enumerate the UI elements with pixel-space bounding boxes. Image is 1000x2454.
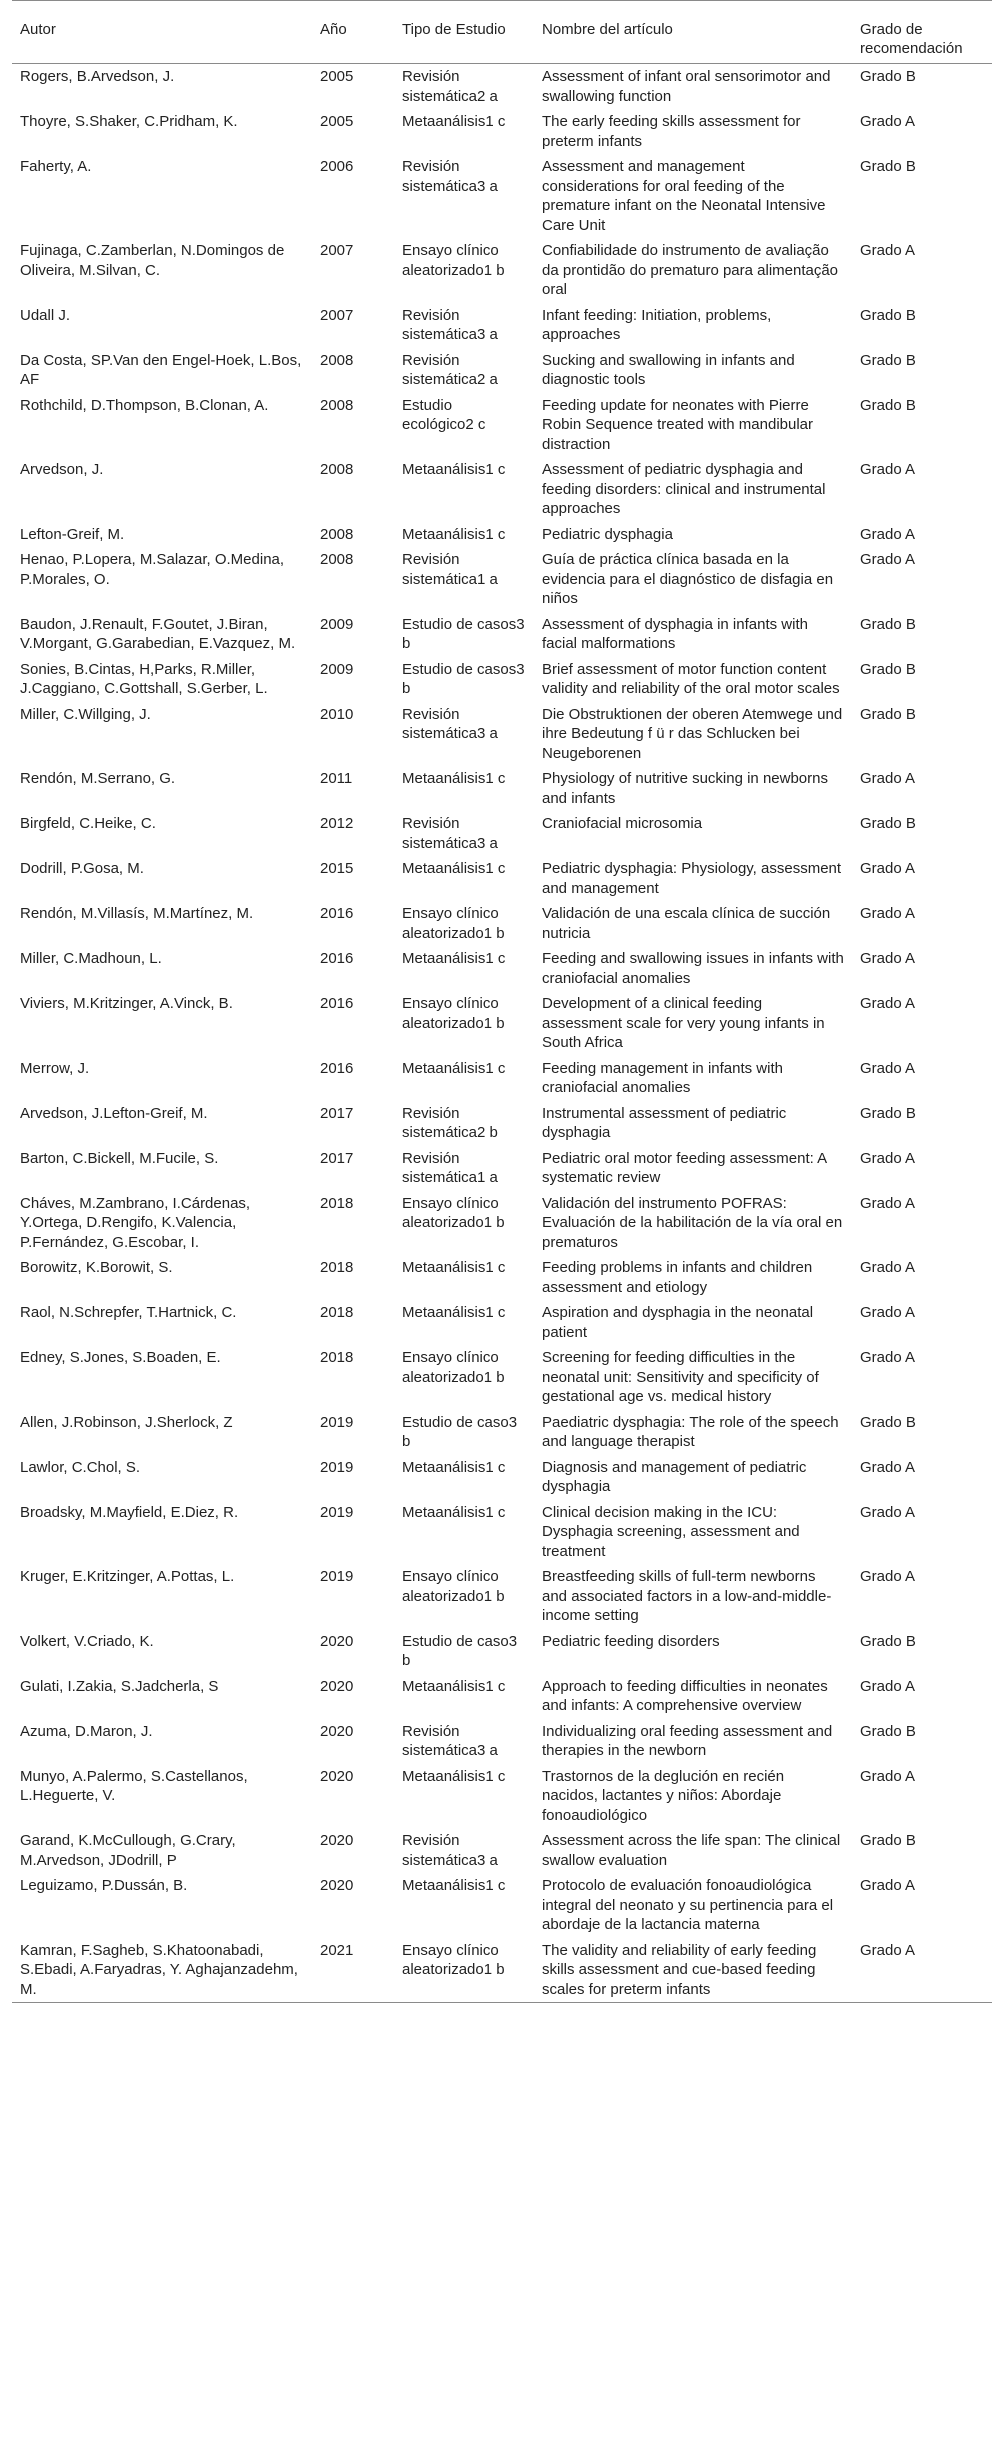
cell-anio: 2020: [320, 1767, 354, 1785]
table-row: [12, 238, 992, 303]
cell-anio: 2008: [320, 396, 354, 414]
cell-tipo-estudio: Ensayo clínico aleatorizado1 b: [402, 995, 505, 1032]
cell-autor: Azuma, D.Maron, J.: [20, 1722, 153, 1740]
table-row: [12, 856, 992, 901]
cell-tipo-estudio: Metaanálisis1 c: [402, 1458, 506, 1476]
cell-tipo-estudio: Revisión sistemática1 a: [402, 1149, 498, 1186]
cell-nombre-articulo: Feeding and swallowing issues in infants with craniofacial anomalies: [542, 950, 844, 987]
cell-nombre-articulo: Guía de práctica clínica basada en la evidencia para el diagnóstico de disfagia en niños: [542, 551, 834, 607]
cell-anio: 2019: [320, 1568, 354, 1585]
cell-autor: Cháves, M.Zambrano, I.Cárdenas, Y.Ortega, D.Rengifo, K.Valencia, P.Fernández, G.Escobar, I.: [20, 1194, 251, 1251]
cell-grado: Grado A: [860, 1767, 916, 1785]
cell-nombre-articulo: Pediatric oral motor feeding assessment: A systematic review: [542, 1149, 827, 1186]
cell-grado: Grado A: [860, 1568, 916, 1585]
cell-anio: 2008: [320, 461, 354, 478]
table-row: [12, 1828, 992, 1873]
cell-nombre-articulo: Sucking and swallowing in infants and diagnostic tools: [542, 351, 795, 388]
cell-nombre-articulo: Instrumental assessment of pediatric dysphagia: [542, 1104, 787, 1141]
cell-tipo-estudio: Revisión sistemática2 b: [402, 1104, 498, 1141]
table-row: [12, 766, 992, 811]
cell-grado: Grado A: [852, 1938, 992, 2003]
cell-autor: Arvedson, J.Lefton-Greif, M.: [20, 1104, 208, 1122]
table-row: [12, 702, 992, 767]
cell-grado: Grado B: [860, 1104, 916, 1122]
table-row: [12, 109, 992, 154]
table-row: [12, 1500, 992, 1565]
cell-tipo-estudio: Metaanálisis1 c: [402, 1259, 506, 1276]
header-tipo-estudio: Tipo de Estudio: [394, 1, 534, 64]
cell-autor: Barton, C.Bickell, M.Fucile, S.: [20, 1149, 219, 1167]
cell-autor: Borowitz, K.Borowit, S.: [20, 1259, 173, 1276]
cell-grado: Grado A: [860, 905, 916, 922]
table-row: [12, 1056, 992, 1101]
cell-grado: Grado B: [860, 351, 916, 369]
cell-grado: Grado A: [860, 1877, 916, 1894]
cell-tipo-estudio: Revisión sistemática3 a: [402, 306, 498, 343]
cell-tipo-estudio: Revisión sistemática3 a: [402, 815, 498, 852]
cell-anio: 2005: [320, 113, 354, 130]
cell-tipo-estudio: Ensayo clínico aleatorizado1 b: [402, 1568, 505, 1605]
cell-tipo-estudio: Revisión sistemática1 a: [402, 551, 498, 588]
table-row: [12, 901, 992, 946]
cell-nombre-articulo: Feeding management in infants with craniofacial anomalies: [542, 1059, 783, 1096]
cell-tipo-estudio: Revisión sistemática2 a: [402, 68, 498, 105]
cell-anio: 2020: [320, 1677, 354, 1695]
cell-tipo-estudio: Metaanálisis1 c: [402, 113, 506, 130]
cell-anio: 2020: [320, 1877, 354, 1894]
cell-autor: Fujinaga, C.Zamberlan, N.Domingos de Oliveira, M.Silvan, C.: [20, 242, 285, 279]
header-anio: Año: [312, 1, 394, 64]
cell-nombre-articulo: Protocolo de evaluación fonoaudiológica integral del neonato y su pertinencia para el abordaje de la lactancia materna: [542, 1877, 834, 1933]
cell-tipo-estudio: Ensayo clínico aleatorizado1 b: [402, 1349, 505, 1386]
cell-nombre-articulo: Assessment and management considerations for oral feeding of the premature infant on the Neonatal Intensive Care Unit: [542, 158, 826, 234]
cell-nombre-articulo: Individualizing oral feeding assessment and therapies in the newborn: [542, 1722, 833, 1759]
cell-autor: Garand, K.McCullough, G.Crary, M.Arvedson, JDodrill, P: [20, 1832, 236, 1869]
cell-tipo-estudio: Revisión sistemática3 a: [402, 1832, 498, 1869]
cell-nombre-articulo: Pediatric dysphagia: [542, 525, 673, 543]
cell-anio: 2016: [320, 950, 354, 967]
cell-autor: Faherty, A.: [20, 158, 92, 175]
cell-nombre-articulo: Pediatric feeding disorders: [542, 1632, 720, 1650]
cell-anio: 2008: [320, 351, 354, 369]
cell-nombre-articulo: Die Obstruktionen der oberen Atemwege und ihre Bedeutung f ü r das Schlucken bei Neugeborenen: [542, 705, 843, 762]
cell-nombre-articulo: Infant feeding: Initiation, problems, approaches: [542, 306, 772, 343]
cell-anio: 2009: [320, 615, 354, 633]
cell-nombre-articulo: Assessment of pediatric dysphagia and feeding disorders: clinical and instrumental approaches: [542, 461, 826, 517]
cell-anio: 2019: [320, 1503, 354, 1521]
cell-autor: Da Costa, SP.Van den Engel-Hoek, L.Bos, AF: [20, 351, 302, 388]
cell-autor: Volkert, V.Criado, K.: [20, 1632, 154, 1650]
cell-anio: 2010: [320, 705, 354, 723]
cell-anio: 2016: [320, 995, 354, 1012]
cell-autor: Rogers, B.Arvedson, J.: [20, 68, 175, 85]
cell-anio: 2018: [320, 1194, 354, 1212]
cell-grado: Grado B: [860, 306, 916, 324]
cell-anio: 2019: [320, 1458, 354, 1476]
cell-anio: 2015: [320, 860, 354, 877]
cell-anio: 2018: [320, 1349, 354, 1366]
cell-autor: Lefton-Greif, M.: [20, 525, 125, 543]
cell-grado: Grado B: [860, 68, 916, 85]
cell-tipo-estudio: Metaanálisis1 c: [402, 461, 506, 478]
cell-anio: 2017: [320, 1104, 354, 1122]
table-row: [12, 522, 992, 548]
cell-anio: 2021: [312, 1938, 394, 2003]
cell-grado: Grado A: [860, 770, 916, 787]
cell-grado: Grado A: [860, 1458, 916, 1476]
cell-tipo-estudio: Estudio de caso3 b: [402, 1632, 518, 1669]
cell-nombre-articulo: Confiabilidade do instrumento de avaliação da prontidão do prematuro para alimentação oral: [542, 242, 839, 298]
table-row: [12, 303, 992, 348]
cell-autor: Leguizamo, P.Dussán, B.: [20, 1877, 188, 1894]
cell-nombre-articulo: Clinical decision making in the ICU: Dysphagia screening, assessment and treatment: [542, 1503, 800, 1560]
table-body: [12, 64, 992, 2003]
cell-tipo-estudio: Estudio de casos3 b: [402, 660, 525, 697]
cell-grado: Grado B: [860, 660, 916, 678]
cell-nombre-articulo: Trastornos de la deglución en recién nacidos, lactantes y niños: Abordaje fonoaudiológico: [542, 1767, 785, 1824]
table-row: [12, 547, 992, 612]
cell-grado: Grado B: [860, 815, 916, 832]
table-row: [12, 811, 992, 856]
cell-nombre-articulo: Craniofacial microsomia: [542, 815, 703, 832]
cell-nombre-articulo: Brief assessment of motor function content validity and reliability of the oral motor scales: [542, 660, 840, 697]
cell-grado: Grado B: [860, 705, 916, 723]
cell-anio: 2016: [320, 1059, 354, 1077]
cell-anio: 2006: [320, 158, 354, 175]
cell-tipo-estudio: Revisión sistemática3 a: [402, 705, 498, 742]
table-row: [12, 946, 992, 991]
cell-tipo-estudio: Estudio de caso3 b: [402, 1413, 518, 1450]
cell-autor: Udall J.: [20, 306, 71, 324]
cell-autor: Sonies, B.Cintas, H,Parks, R.Miller, J.Caggiano, C.Gottshall, S.Gerber, L.: [20, 660, 268, 697]
cell-tipo-estudio: Revisión sistemática3 a: [402, 1722, 498, 1759]
cell-nombre-articulo: Feeding problems in infants and children assessment and etiology: [542, 1259, 813, 1296]
cell-tipo-estudio: Estudio ecológico2 c: [402, 396, 486, 433]
cell-autor: Rendón, M.Villasís, M.Martínez, M.: [20, 905, 254, 922]
table-row: [12, 1455, 992, 1500]
cell-tipo-estudio: Ensayo clínico aleatorizado1 b: [402, 905, 505, 942]
cell-autor: Merrow, J.: [20, 1059, 90, 1077]
cell-tipo-estudio: Metaanálisis1 c: [402, 525, 506, 543]
cell-nombre-articulo: Aspiration and dysphagia in the neonatal patient: [542, 1304, 814, 1341]
cell-tipo-estudio: Estudio de casos3 b: [402, 615, 525, 652]
cell-tipo-estudio: Metaanálisis1 c: [402, 950, 506, 967]
cell-grado: Grado B: [860, 615, 916, 633]
cell-tipo-estudio: Ensayo clínico aleatorizado1 b: [402, 1194, 505, 1231]
cell-grado: Grado A: [860, 1259, 916, 1276]
cell-grado: Grado A: [860, 995, 916, 1012]
cell-grado: Grado B: [860, 1832, 916, 1849]
cell-anio: 2007: [320, 306, 354, 324]
cell-anio: 2020: [320, 1632, 354, 1650]
cell-tipo-estudio: Revisión sistemática2 a: [402, 351, 498, 388]
table-row: [12, 1564, 992, 1629]
cell-nombre-articulo: Breastfeeding skills of full-term newborns and associated factors in a low-and-middle-income setting: [542, 1568, 832, 1624]
cell-grado: Grado A: [860, 461, 916, 478]
table-row: [12, 1764, 992, 1829]
cell-anio: 2005: [320, 68, 354, 85]
cell-anio: 2018: [320, 1304, 354, 1321]
cell-anio: 2019: [320, 1413, 354, 1431]
cell-nombre-articulo: Assessment across the life span: The clinical swallow evaluation: [542, 1832, 841, 1869]
cell-tipo-estudio: Metaanálisis1 c: [402, 1503, 506, 1521]
cell-tipo-estudio: Ensayo clínico aleatorizado1 b: [402, 242, 505, 279]
cell-anio: 2020: [320, 1832, 354, 1849]
cell-autor: Viviers, M.Kritzinger, A.Vinck, B.: [20, 995, 233, 1012]
cell-nombre-articulo: The validity and reliability of early feeding skills assessment and cue-based feeding scales for preterm infants: [534, 1938, 852, 2003]
cell-autor: Henao, P.Lopera, M.Salazar, O.Medina, P.Morales, O.: [20, 551, 285, 588]
table-row: [12, 1300, 992, 1345]
table-row: [12, 154, 992, 238]
cell-tipo-estudio: Revisión sistemática3 a: [402, 158, 498, 195]
cell-autor: Miller, C.Madhoun, L.: [20, 950, 162, 967]
cell-nombre-articulo: Validación de una escala clínica de succión nutricia: [542, 905, 831, 942]
cell-nombre-articulo: Paediatric dysphagia: The role of the speech and language therapist: [542, 1413, 839, 1450]
cell-autor: Dodrill, P.Gosa, M.: [20, 860, 144, 877]
cell-nombre-articulo: Assessment of infant oral sensorimotor and swallowing function: [542, 68, 831, 105]
cell-grado: Grado A: [860, 860, 916, 877]
cell-nombre-articulo: Feeding update for neonates with Pierre Robin Sequence treated with mandibular distraction: [542, 396, 814, 453]
studies-table: [12, 0, 992, 2003]
table-row: [12, 1873, 992, 1938]
cell-grado: Grado A: [860, 1503, 916, 1521]
cell-nombre-articulo: Validación del instrumento POFRAS: Evaluación de la habilitación de la vía oral en prematuros: [542, 1194, 843, 1251]
cell-autor: Gulati, I.Zakia, S.Jadcherla, S: [20, 1677, 219, 1695]
cell-nombre-articulo: Diagnosis and management of pediatric dysphagia: [542, 1458, 807, 1495]
table-row: [12, 1101, 992, 1146]
table-row: [12, 657, 992, 702]
table-row: [12, 1255, 992, 1300]
cell-tipo-estudio: Metaanálisis1 c: [402, 860, 506, 877]
table-row: [12, 1191, 992, 1256]
table-row: [12, 1938, 992, 2003]
table-row: [12, 1345, 992, 1410]
header-grado-recomendacion: Grado de recomendación: [852, 1, 992, 64]
cell-grado: Grado A: [860, 1349, 916, 1366]
table-row: [12, 1719, 992, 1764]
cell-grado: Grado A: [860, 1677, 916, 1695]
table-header-row: [12, 1, 992, 64]
cell-anio: 2007: [320, 242, 354, 259]
cell-grado: Grado A: [860, 242, 916, 259]
cell-anio: 2011: [320, 770, 353, 787]
cell-nombre-articulo: Approach to feeding difficulties in neonates and infants: A comprehensive overview: [542, 1677, 828, 1714]
table-row: [12, 457, 992, 522]
cell-autor: Kamran, F.Sagheb, S.Khatoonabadi, S.Ebadi, A.Faryadras, Y. Aghajanzadehm, M.: [12, 1938, 312, 2003]
cell-grado: Grado B: [860, 1722, 916, 1740]
cell-tipo-estudio: Metaanálisis1 c: [402, 1767, 506, 1785]
cell-autor: Munyo, A.Palermo, S.Castellanos, L.Heguerte, V.: [20, 1767, 248, 1804]
cell-autor: Broadsky, M.Mayfield, E.Diez, R.: [20, 1503, 239, 1521]
cell-grado: Grado A: [860, 1149, 916, 1167]
cell-nombre-articulo: Assessment of dysphagia in infants with facial malformations: [542, 615, 808, 652]
table-row: [12, 1629, 992, 1674]
table-row: [12, 612, 992, 657]
cell-tipo-estudio: Metaanálisis1 c: [402, 1059, 506, 1077]
cell-grado: Grado B: [860, 396, 916, 414]
cell-autor: Lawlor, C.Chol, S.: [20, 1458, 141, 1476]
cell-anio: 2009: [320, 660, 354, 678]
cell-tipo-estudio: Ensayo clínico aleatorizado1 b: [394, 1938, 534, 2003]
cell-anio: 2017: [320, 1149, 354, 1167]
cell-autor: Rothchild, D.Thompson, B.Clonan, A.: [20, 396, 269, 414]
cell-grado: Grado B: [860, 1632, 916, 1650]
cell-anio: 2016: [320, 905, 354, 922]
cell-nombre-articulo: Development of a clinical feeding assessment scale for very young infants in South Africa: [542, 995, 825, 1051]
cell-grado: Grado A: [860, 950, 916, 967]
cell-anio: 2008: [320, 525, 354, 543]
cell-autor: Kruger, E.Kritzinger, A.Pottas, L.: [20, 1568, 235, 1585]
cell-grado: Grado A: [860, 551, 916, 568]
cell-tipo-estudio: Metaanálisis1 c: [402, 1677, 506, 1695]
cell-autor: Miller, C.Willging, J.: [20, 705, 151, 723]
cell-tipo-estudio: Metaanálisis1 c: [402, 770, 506, 787]
cell-grado: Grado B: [860, 1413, 916, 1431]
cell-tipo-estudio: Metaanálisis1 c: [402, 1877, 506, 1894]
cell-autor: Allen, J.Robinson, J.Sherlock, Z: [20, 1413, 233, 1431]
cell-anio: 2018: [320, 1259, 354, 1276]
cell-tipo-estudio: Metaanálisis1 c: [402, 1304, 506, 1321]
table-row: [12, 348, 992, 393]
cell-nombre-articulo: The early feeding skills assessment for preterm infants: [542, 113, 801, 150]
cell-anio: 2020: [320, 1722, 354, 1740]
cell-grado: Grado A: [860, 1059, 916, 1077]
cell-autor: Rendón, M.Serrano, G.: [20, 770, 176, 787]
header-autor: Autor: [12, 1, 312, 64]
cell-nombre-articulo: Screening for feeding difficulties in the neonatal unit: Sensitivity and specificity of gestational age vs. medical history: [542, 1349, 819, 1405]
cell-nombre-articulo: Pediatric dysphagia: Physiology, assessment and management: [542, 860, 842, 897]
table-row: [12, 1410, 992, 1455]
cell-anio: 2012: [320, 815, 354, 832]
cell-autor: Birgfeld, C.Heike, C.: [20, 815, 156, 832]
cell-anio: 2008: [320, 551, 354, 568]
cell-autor: Edney, S.Jones, S.Boaden, E.: [20, 1349, 221, 1366]
table-row: [12, 991, 992, 1056]
cell-grado: Grado A: [860, 525, 916, 543]
cell-autor: Arvedson, J.: [20, 461, 104, 478]
cell-autor: Baudon, J.Renault, F.Goutet, J.Biran, V.Morgant, G.Garabedian, E.Vazquez, M.: [20, 615, 296, 652]
table-row: [12, 393, 992, 458]
cell-grado: Grado A: [860, 113, 916, 130]
studies-table-container: [12, 0, 992, 2454]
cell-grado: Grado B: [860, 158, 916, 175]
cell-nombre-articulo: Physiology of nutritive sucking in newborns and infants: [542, 770, 828, 807]
cell-autor: Thoyre, S.Shaker, C.Pridham, K.: [20, 113, 238, 130]
table-row: [12, 1146, 992, 1191]
table-row: [12, 1674, 992, 1719]
cell-autor: Raol, N.Schrepfer, T.Hartnick, C.: [20, 1304, 237, 1321]
cell-grado: Grado A: [860, 1304, 916, 1321]
header-nombre-articulo: Nombre del artículo: [534, 1, 852, 64]
table-row: [12, 64, 992, 110]
cell-grado: Grado A: [860, 1194, 916, 1212]
